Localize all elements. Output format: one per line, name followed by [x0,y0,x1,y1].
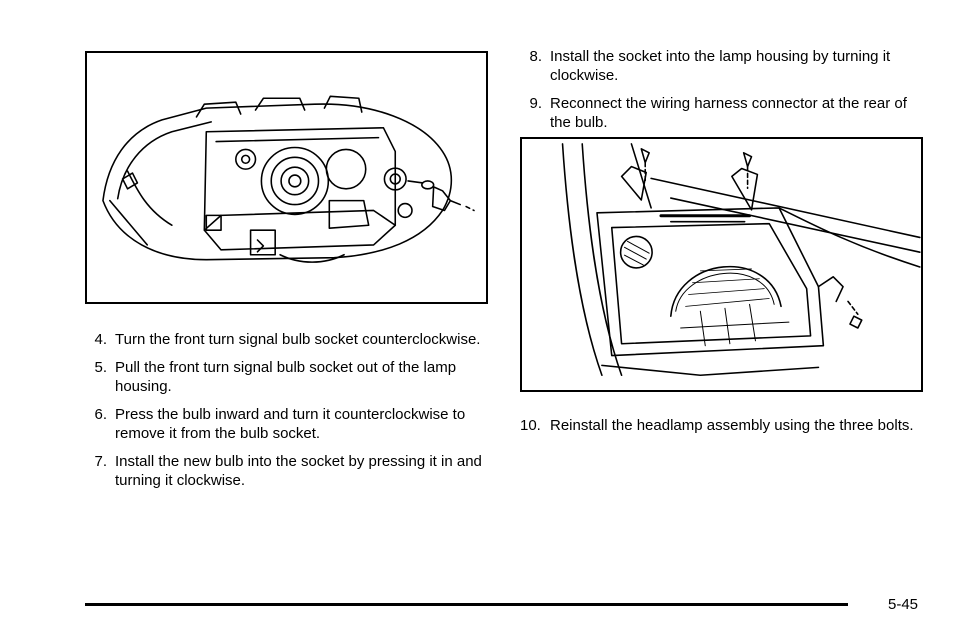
step-number: 9. [529,95,542,112]
step-number: 8. [529,48,542,65]
step-6 [85,405,495,443]
instruction-steps-right-bottom [520,416,930,444]
headlamp-mounting-illustration [520,137,923,392]
step-10 [520,416,930,435]
step-8 [520,47,930,85]
step-text: Pull the front turn signal bulb socket out of the lamp housing. [115,359,457,395]
footer-divider [85,603,848,606]
instruction-steps-left [85,330,495,499]
step-number: 4. [94,331,107,348]
step-number: 6. [94,406,107,423]
step-number: 5. [94,359,107,376]
step-number: 10. [520,417,541,434]
step-text: Install the socket into the lamp housing by turning it clockwise. [550,48,891,84]
step-4 [85,330,495,349]
instruction-steps-right-top [520,47,930,141]
headlamp-line-drawing [87,53,486,302]
step-7 [85,452,495,490]
step-text: Reconnect the wiring harness connector at the rear of the bulb. [550,95,907,131]
step-number: 7. [94,453,107,470]
step-5 [85,358,495,396]
step-text: Turn the front turn signal bulb socket counterclockwise. [115,331,481,348]
step-text: Reinstall the headlamp assembly using the three bolts. [550,417,914,434]
headlamp-bulb-illustration [85,51,488,304]
step-text: Press the bulb inward and turn it counterclockwise to remove it from the bulb socket. [115,406,466,442]
page-number: 5-45 [888,596,919,613]
step-9 [520,94,930,132]
step-text: Install the new bulb into the socket by pressing it in and turning it clockwise. [115,453,482,489]
mounting-line-drawing [522,139,921,390]
